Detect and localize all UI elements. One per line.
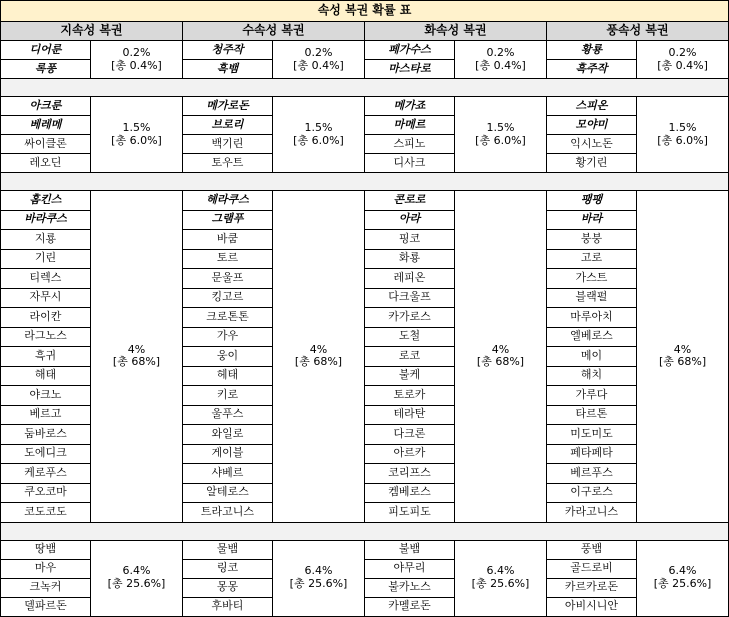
creature-name-cell: 카르카로돈 — [547, 578, 637, 597]
chance-value: 0.2% — [304, 45, 333, 59]
chance-value: 6.4% — [122, 564, 151, 578]
creature-name-cell: 크로톤톤 — [183, 308, 273, 328]
chance-value: 4% — [491, 342, 510, 356]
chance-value: 1.5% — [122, 120, 151, 134]
total-chance-value: [총 0.4%] — [475, 58, 526, 72]
header-water: 수속성 복권 — [183, 22, 365, 41]
probability-cell — [637, 191, 729, 523]
creature-name-cell: 둠바로스 — [1, 425, 91, 445]
creature-name-cell: 기린 — [1, 249, 91, 269]
creature-name-cell: 알테로스 — [183, 483, 273, 503]
creature-name-cell: 바쿰 — [183, 230, 273, 250]
creature-name-cell: 골드로비 — [547, 559, 637, 578]
creature-name-cell: 마우 — [1, 559, 91, 578]
creature-name-cell: 타르톤 — [547, 405, 637, 425]
creature-name-cell: 테라탄 — [365, 405, 455, 425]
creature-name-cell: 모야미 — [547, 116, 637, 135]
chance-value: 0.2% — [486, 45, 515, 59]
creature-name-cell: 엘베로스 — [547, 327, 637, 347]
creature-name-cell: 불뱀 — [365, 540, 455, 559]
probability-cell — [455, 540, 547, 616]
creature-name-cell: 아비시니안 — [547, 597, 637, 616]
chance-value: 4% — [673, 342, 692, 356]
creature-name-cell: 메가로돈 — [183, 97, 273, 116]
total-chance-value: [총 6.0%] — [111, 133, 162, 147]
creature-name-cell: 야크노 — [1, 386, 91, 406]
spacer-row — [1, 522, 729, 540]
creature-name-cell: 토로카 — [365, 386, 455, 406]
total-chance-value: [총 0.4%] — [657, 58, 708, 72]
creature-name-cell: 황룡 — [547, 41, 637, 60]
total-chance-value: [총 6.0%] — [293, 133, 344, 147]
creature-name-cell: 델파르돈 — [1, 597, 91, 616]
creature-name-cell: 페가수스 — [365, 41, 455, 60]
total-chance-value: [총 25.6%] — [471, 577, 530, 590]
probability-cell — [273, 191, 365, 523]
creature-name-cell: 그램푸 — [183, 210, 273, 230]
creature-name-cell: 백기린 — [183, 135, 273, 154]
creature-name-cell: 키로 — [183, 386, 273, 406]
creature-name-cell: 레피온 — [365, 269, 455, 289]
creature-name-cell: 카라고니스 — [547, 503, 637, 523]
header-wind: 풍속성 복권 — [547, 22, 729, 41]
creature-name-cell: 가우 — [183, 327, 273, 347]
creature-name-cell: 레오딘 — [1, 154, 91, 173]
creature-name-cell: 흑주작 — [547, 60, 637, 79]
creature-name-cell: 헤태 — [183, 366, 273, 386]
spacer-row — [1, 79, 729, 97]
total-chance-value: [총 68%] — [294, 355, 343, 369]
spacer-cell — [1, 173, 729, 191]
chance-value: 0.2% — [668, 45, 697, 59]
table-row — [1, 41, 729, 60]
table-row — [1, 191, 729, 211]
probability-cell — [91, 191, 183, 523]
creature-name-cell: 트라고니스 — [183, 503, 273, 523]
creature-name-cell: 가루다 — [547, 386, 637, 406]
creature-name-cell: 블랙펄 — [547, 288, 637, 308]
creature-name-cell: 헤라쿠스 — [183, 191, 273, 211]
creature-name-cell: 흑뱀 — [183, 60, 273, 79]
creature-name-cell: 콘로로 — [365, 191, 455, 211]
creature-name-cell: 불케 — [365, 366, 455, 386]
table-row — [1, 97, 729, 116]
total-chance-value: [총 68%] — [476, 355, 525, 369]
probability-cell — [273, 540, 365, 616]
creature-name-cell: 케로푸스 — [1, 464, 91, 484]
creature-name-cell: 킹고르 — [183, 288, 273, 308]
probability-cell — [637, 41, 729, 79]
creature-name-cell: 스피온 — [547, 97, 637, 116]
creature-name-cell: 스피노 — [365, 135, 455, 154]
creature-name-cell: 토우트 — [183, 154, 273, 173]
creature-name-cell: 링코 — [183, 559, 273, 578]
creature-name-cell: 화룡 — [365, 249, 455, 269]
probability-cell — [273, 41, 365, 79]
creature-name-cell: 아라 — [365, 210, 455, 230]
creature-name-cell: 문울프 — [183, 269, 273, 289]
creature-name-cell: 메가죠 — [365, 97, 455, 116]
creature-name-cell: 베르고 — [1, 405, 91, 425]
probability-cell — [91, 41, 183, 79]
total-chance-value: [총 25.6%] — [107, 577, 166, 590]
header-earth: 지속성 복권 — [1, 22, 183, 41]
creature-name-cell: 도에디크 — [1, 444, 91, 464]
creature-name-cell: 피도피도 — [365, 503, 455, 523]
total-chance-value: [총 6.0%] — [657, 133, 708, 147]
creature-name-cell: 마루아치 — [547, 308, 637, 328]
page-title: 속성 복권 확률 표 — [1, 1, 729, 22]
creature-name-cell: 브로리 — [183, 116, 273, 135]
creature-name-cell: 고로 — [547, 249, 637, 269]
chance-value: 1.5% — [668, 120, 697, 134]
total-chance-value: [총 0.4%] — [111, 58, 162, 72]
creature-name-cell: 울푸스 — [183, 405, 273, 425]
creature-name-cell: 티렉스 — [1, 269, 91, 289]
creature-name-cell: 베르푸스 — [547, 464, 637, 484]
total-chance-value: [총 68%] — [658, 355, 707, 369]
creature-name-cell: 지룡 — [1, 230, 91, 250]
creature-name-cell: 토르 — [183, 249, 273, 269]
probability-cell — [455, 41, 547, 79]
creature-name-cell: 핑코 — [365, 230, 455, 250]
total-chance-value: [총 25.6%] — [653, 577, 712, 590]
header-row — [1, 22, 729, 41]
total-chance-value: [총 25.6%] — [289, 577, 348, 590]
creature-name-cell: 땅뱀 — [1, 540, 91, 559]
title-row — [1, 1, 729, 22]
creature-name-cell: 가스트 — [547, 269, 637, 289]
creature-name-cell: 코리프스 — [365, 464, 455, 484]
creature-name-cell: 풍뱀 — [547, 540, 637, 559]
creature-name-cell: 싸이클론 — [1, 135, 91, 154]
creature-name-cell: 쿠오코마 — [1, 483, 91, 503]
creature-name-cell: 로코 — [365, 347, 455, 367]
creature-name-cell: 후바티 — [183, 597, 273, 616]
chance-value: 0.2% — [122, 45, 151, 59]
creature-name-cell: 바라 — [547, 210, 637, 230]
probability-cell — [91, 97, 183, 173]
creature-name-cell: 라이칸 — [1, 308, 91, 328]
creature-name-cell: 페타페타 — [547, 444, 637, 464]
chance-value: 6.4% — [304, 564, 333, 578]
creature-name-cell: 바라쿠스 — [1, 210, 91, 230]
chance-value: 4% — [127, 342, 146, 356]
creature-name-cell: 라그노스 — [1, 327, 91, 347]
spacer-cell — [1, 522, 729, 540]
creature-name-cell: 흑귀 — [1, 347, 91, 367]
creature-name-cell: 샤베르 — [183, 464, 273, 484]
creature-name-cell: 카멜로돈 — [365, 597, 455, 616]
lottery-table-body — [1, 1, 729, 617]
creature-name-cell: 미도미도 — [547, 425, 637, 445]
probability-cell — [637, 97, 729, 173]
creature-name-cell: 웅이 — [183, 347, 273, 367]
creature-name-cell: 홈킨스 — [1, 191, 91, 211]
creature-name-cell: 베레메 — [1, 116, 91, 135]
creature-name-cell: 메이 — [547, 347, 637, 367]
creature-name-cell: 아크룬 — [1, 97, 91, 116]
table-row — [1, 540, 729, 559]
creature-name-cell: 다크론 — [365, 425, 455, 445]
creature-name-cell: 록퐁 — [1, 60, 91, 79]
chance-value: 4% — [309, 342, 328, 356]
creature-name-cell: 붕붕 — [547, 230, 637, 250]
chance-value: 1.5% — [486, 120, 515, 134]
creature-name-cell: 불카노스 — [365, 578, 455, 597]
creature-name-cell: 도철 — [365, 327, 455, 347]
probability-cell — [455, 191, 547, 523]
header-fire: 화속성 복권 — [365, 22, 547, 41]
creature-name-cell: 팽팽 — [547, 191, 637, 211]
creature-name-cell: 물뱀 — [183, 540, 273, 559]
creature-name-cell: 마스타로 — [365, 60, 455, 79]
creature-name-cell: 게이블 — [183, 444, 273, 464]
creature-name-cell: 다크울프 — [365, 288, 455, 308]
creature-name-cell: 청주작 — [183, 41, 273, 60]
creature-name-cell: 황기린 — [547, 154, 637, 173]
creature-name-cell: 디어룬 — [1, 41, 91, 60]
total-chance-value: [총 6.0%] — [475, 133, 526, 147]
creature-name-cell: 몽몽 — [183, 578, 273, 597]
creature-name-cell: 아르카 — [365, 444, 455, 464]
creature-name-cell: 코도코도 — [1, 503, 91, 523]
probability-cell — [637, 540, 729, 616]
creature-name-cell: 이구로스 — [547, 483, 637, 503]
creature-name-cell: 해태 — [1, 366, 91, 386]
creature-name-cell: 크녹커 — [1, 578, 91, 597]
creature-name-cell: 자무시 — [1, 288, 91, 308]
probability-cell — [91, 540, 183, 616]
creature-name-cell: 마메르 — [365, 116, 455, 135]
creature-name-cell: 익시노돈 — [547, 135, 637, 154]
spacer-cell — [1, 79, 729, 97]
probability-cell — [455, 97, 547, 173]
chance-value: 6.4% — [486, 564, 515, 578]
creature-name-cell: 해치 — [547, 366, 637, 386]
creature-name-cell: 카가로스 — [365, 308, 455, 328]
probability-cell — [273, 97, 365, 173]
creature-name-cell: 디사크 — [365, 154, 455, 173]
creature-name-cell: 와일로 — [183, 425, 273, 445]
spacer-row — [1, 173, 729, 191]
total-chance-value: [총 0.4%] — [293, 58, 344, 72]
chance-value: 6.4% — [668, 564, 697, 578]
creature-name-cell: 켐베로스 — [365, 483, 455, 503]
chance-value: 1.5% — [304, 120, 333, 134]
creature-name-cell: 야무리 — [365, 559, 455, 578]
total-chance-value: [총 68%] — [112, 355, 161, 369]
